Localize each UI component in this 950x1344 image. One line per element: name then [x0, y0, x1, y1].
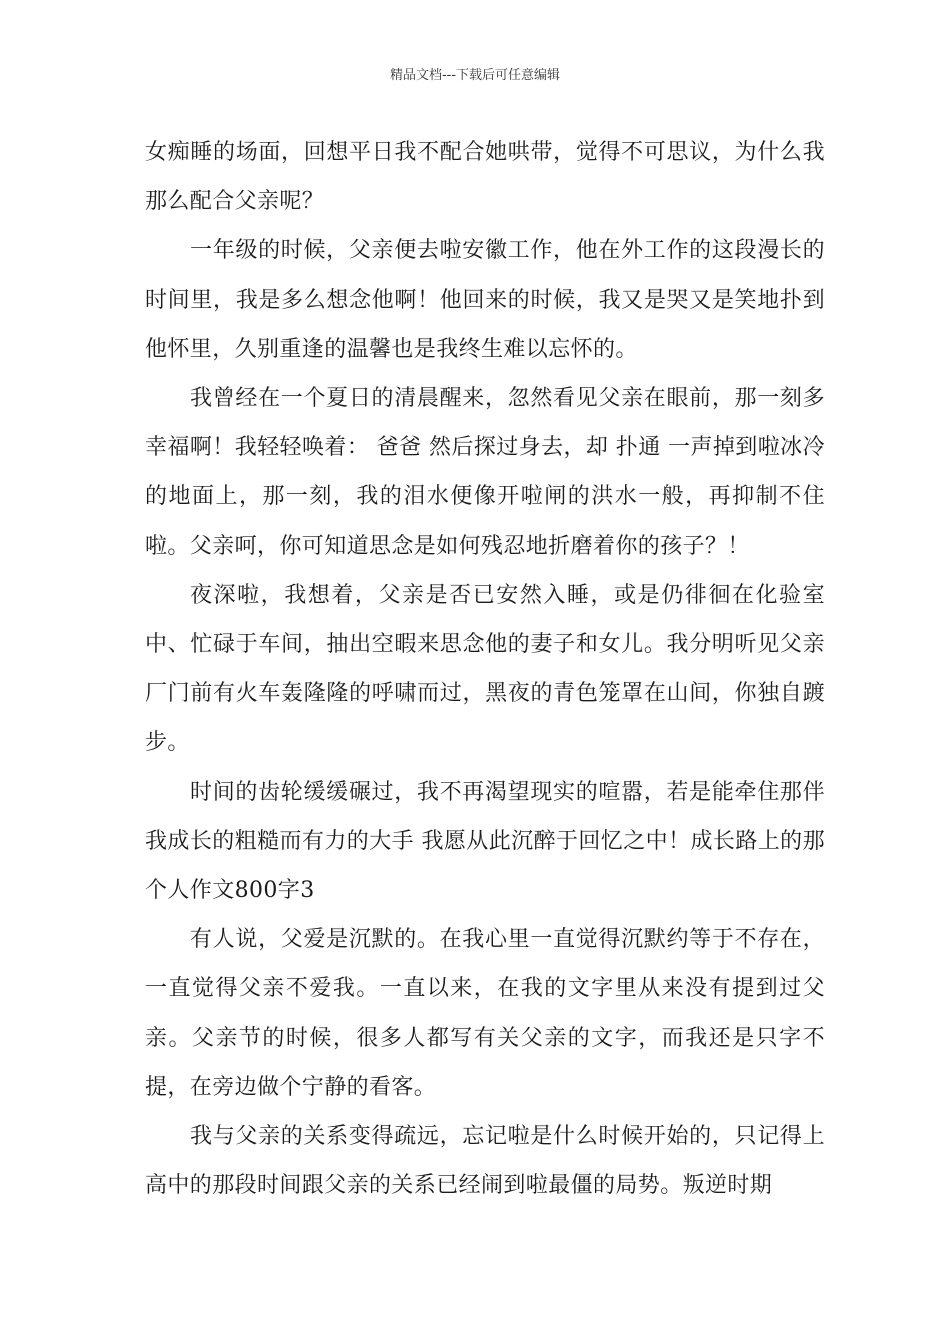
paragraph-7: 我与父亲的关系变得疏远，忘记啦是什么时候开始的，只记得上高中的那段时间跟父亲的关系已经闹到啦最僵的局势。叛逆时期: [145, 1124, 825, 1199]
paragraph-4: 夜深啦，我想着，父亲是否已安然入睡，或是仍徘徊在化验室中、忙碌于车间，抽出空暇来思念他的妻子和女儿。我分明听见父亲厂门前有火车轰隆隆的呼啸而过，黑夜的青色笼罩在山间，你独自踱步。: [145, 582, 825, 756]
paragraph-1: 女痴睡的场面，回想平日我不配合她哄带，觉得不可思议，为什么我那么配合父亲呢？: [145, 140, 825, 215]
paragraph-5: 时间的齿轮缓缓碾过，我不再渴望现实的喧嚣，若是能牵住那伴我成长的粗糙而有力的大手 我愿从此沉醉于回忆之中！成长路上的那个人作文800字3: [145, 779, 825, 904]
paragraph-2: 一年级的时候，父亲便去啦安徽工作，他在外工作的这段漫长的时间里，我是多么想念他啊！他回来的时候，我又是哭又是笑地扑到他怀里，久别重逢的温馨也是我终生难以忘怀的。: [145, 238, 825, 362]
paragraph-3: 我曾经在一个夏日的清晨醒来，忽然看见父亲在眼前，那一刻多幸福啊！我轻轻唤着： 爸爸 然后探过身去，却 扑通 一声掉到啦冰冷的地面上，那一刻，我的泪水便像开啦闸的洪水一般，再抑制不住啦。父亲呵，你可知道思念是如何残忍地折磨着你的孩子？！: [145, 386, 825, 559]
page-header: 精品文档---下载后可任意编辑: [389, 68, 561, 83]
paragraph-6: 有人说，父爱是沉默的。在我心里一直觉得沉默约等于不存在，一直觉得父亲不爱我。一直以来，在我的文字里从来没有提到过父亲。父亲节的时候，很多人都写有关父亲的文字，而我还是只字不提，在旁边做个宁静的看客。: [145, 927, 825, 1100]
document-body: [145, 128, 825, 1210]
